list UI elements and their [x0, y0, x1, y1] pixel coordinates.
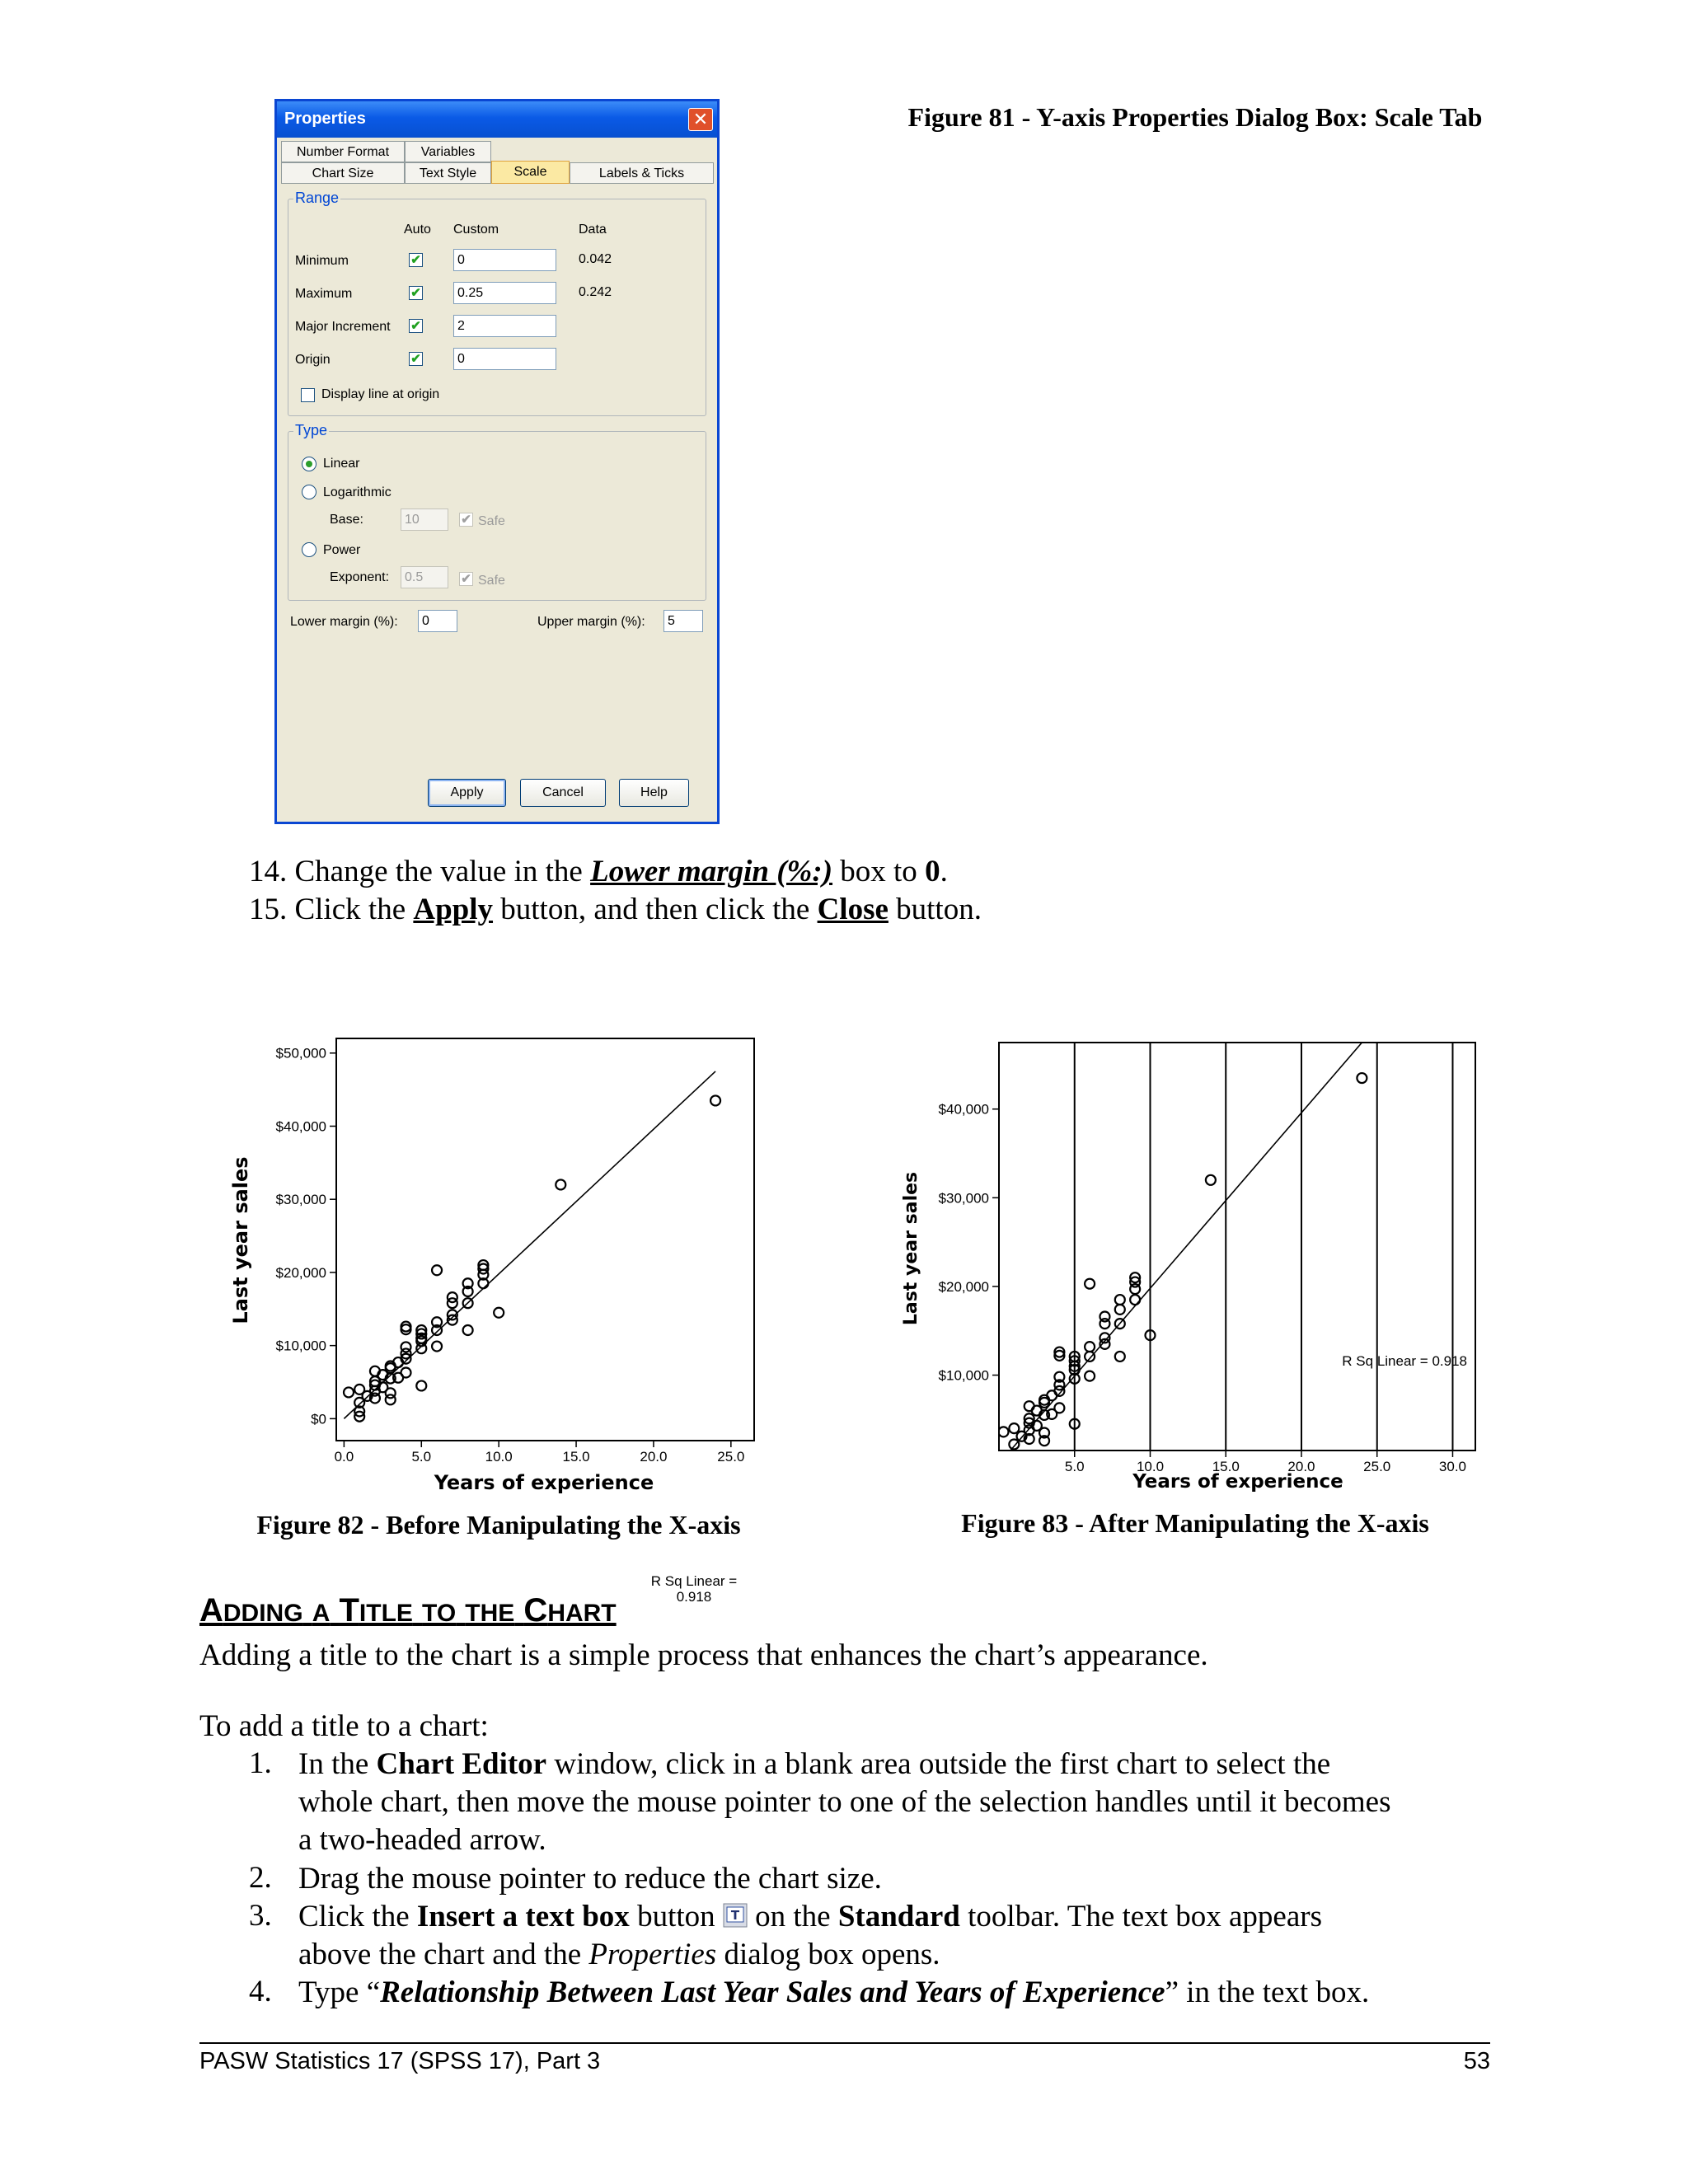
heading-word-adding: ADDING	[199, 1592, 303, 1629]
step-14-text-pre: Change the value in the	[294, 855, 591, 888]
heading-word-the: THE	[465, 1600, 515, 1627]
maximum-label: Maximum	[295, 287, 353, 301]
exponent-label: Exponent:	[330, 570, 390, 584]
major-increment-auto-checkbox[interactable]: ✔	[409, 319, 423, 333]
chart1-y-tick-label: $10,000	[275, 1338, 326, 1354]
step-4	[298, 1974, 1369, 2012]
section-intro: Adding a title to the chart is a simple process that enhances the chart’s appearance.	[199, 1638, 1208, 1672]
step-15-text-pre: Click the	[294, 893, 414, 926]
chart1-x-tick-label: 10.0	[485, 1449, 513, 1465]
maximum-custom-input[interactable]: 0.25	[453, 282, 556, 304]
chart2-y-tick-label: $30,000	[938, 1190, 989, 1207]
step-4-pre: Type “	[298, 1975, 381, 2009]
step-2-number: 2.	[249, 1861, 272, 1895]
exponent-safe-label: Safe	[478, 574, 505, 588]
col-data-label: Data	[579, 223, 607, 237]
chart2-point	[1009, 1456, 1019, 1466]
step-1-line3: a two-headed arrow.	[298, 1823, 546, 1857]
step-15-text-mid: button, and then click the	[493, 893, 818, 926]
chart2-point	[1009, 1450, 1019, 1460]
step-2: Drag the mouse pointer to reduce the chart size.	[298, 1862, 882, 1896]
minimum-label: Minimum	[295, 254, 349, 268]
minimum-data-value: 0.042	[579, 252, 612, 266]
logarithmic-label: Logarithmic	[323, 485, 392, 499]
dialog-title: Properties	[284, 110, 366, 128]
tab-text-style[interactable]: Text Style	[405, 162, 491, 184]
minimum-custom-input[interactable]: 0	[453, 249, 556, 271]
footer-left: PASW Statistics 17 (SPSS 17), Part 3	[199, 2048, 601, 2074]
step-1-pre: In the	[298, 1747, 377, 1781]
chart2-y-axis-label: Last year sales	[901, 1171, 921, 1326]
major-increment-custom-input[interactable]: 2	[453, 315, 556, 337]
figure-83-caption: Figure 83 - After Manipulating the X-axis	[961, 1508, 1429, 1538]
step-1-post: window, click in a blank area outside the first chart to select the	[546, 1747, 1331, 1781]
logarithmic-radio[interactable]	[302, 485, 316, 499]
minimum-auto-checkbox[interactable]: ✔	[409, 253, 423, 267]
chart1-x-tick-label: 5.0	[411, 1449, 432, 1465]
chart2-y-tick-label: $10,000	[938, 1367, 989, 1384]
insert-text-box-icon	[723, 1903, 748, 1928]
chart2-x-axis-label: Years of experience	[1132, 1471, 1343, 1493]
step-1-line2: whole chart, then move the mouse pointer to one of the selection handles until it becomes	[298, 1785, 1391, 1819]
display-line-label: Display line at origin	[321, 387, 440, 401]
chart1-y-axis-label: Last year sales	[229, 1156, 252, 1324]
properties-dialog	[274, 99, 720, 824]
step-4-bolditalic: Relationship Between Last Year Sales and Years of Experience	[380, 1975, 1165, 2009]
chart2-x-tick-label: 20.0	[1287, 1459, 1315, 1474]
figure-81-caption: Figure 81 - Y-axis Properties Dialog Box: Scale Tab	[907, 102, 1483, 132]
chart1-x-axis-label: Years of experience	[434, 1471, 654, 1494]
col-custom-label: Custom	[453, 223, 499, 237]
tab-chart-size[interactable]: Chart Size	[281, 162, 405, 184]
section-heading	[199, 1592, 617, 1629]
step-3-number: 3.	[249, 1899, 272, 1933]
upper-margin-label: Upper margin (%):	[537, 615, 645, 629]
chart1-x-tick-label: 20.0	[640, 1449, 668, 1465]
base-input[interactable]: 10	[401, 509, 448, 531]
step-4-number: 4.	[249, 1975, 272, 2008]
origin-auto-checkbox[interactable]: ✔	[409, 352, 423, 366]
exponent-safe-checkbox[interactable]: ✔	[459, 572, 473, 586]
footer-rule	[199, 2042, 1490, 2044]
range-group-title: Range	[295, 190, 340, 206]
step-1-number: 1.	[249, 1746, 272, 1780]
chart2-x-tick-label: 5.0	[1064, 1459, 1085, 1474]
step-15-close: Close	[817, 893, 889, 926]
chart2-x-tick-label: 10.0	[1136, 1459, 1165, 1474]
footer-page-number: 53	[1463, 2048, 1490, 2074]
step-3-italic: Properties	[588, 1938, 717, 1971]
chart1-plot-frame	[336, 1038, 754, 1441]
type-group	[288, 422, 706, 601]
tab-number-format[interactable]: Number Format	[281, 141, 405, 162]
chart1-x-tick-label: 15.0	[562, 1449, 590, 1465]
chart1-x-tick-label: 0.0	[334, 1449, 354, 1465]
chart1-x-tick-label: 25.0	[717, 1449, 745, 1465]
step-14-field: Lower margin (%:)	[590, 855, 833, 888]
chart2-x-tick-label: 25.0	[1363, 1459, 1391, 1474]
chart1-y-tick-label: $50,000	[275, 1045, 326, 1062]
dialog-titlebar[interactable]	[277, 101, 717, 138]
chart1-annotation-2: 0.918	[676, 1589, 712, 1605]
figure-82-caption: Figure 82 - Before Manipulating the X-axis	[256, 1510, 741, 1540]
base-safe-label: Safe	[478, 514, 505, 528]
base-safe-checkbox[interactable]: ✔	[459, 513, 473, 527]
apply-button[interactable]: Apply	[428, 779, 506, 807]
range-group	[288, 190, 706, 416]
chart2-y-tick-label: $40,000	[938, 1101, 989, 1118]
power-label: Power	[323, 543, 361, 557]
help-button[interactable]: Help	[619, 779, 689, 807]
step-1-bold: Chart Editor	[376, 1747, 547, 1781]
figure-83-chart	[898, 1030, 1492, 1500]
step-15-number: 15.	[249, 893, 288, 926]
chart2-x-tick-label: 15.0	[1212, 1459, 1240, 1474]
chart1-y-tick-label: $30,000	[275, 1192, 326, 1208]
chart1-y-tick-label: $0	[311, 1411, 326, 1427]
tab-labels-ticks[interactable]: Labels & Ticks	[570, 162, 714, 184]
origin-custom-input[interactable]: 0	[453, 348, 556, 370]
chart2-y-tick-label: $20,000	[938, 1278, 989, 1295]
step-15	[249, 891, 982, 929]
step-14	[249, 853, 948, 891]
chart2-plot-frame	[999, 1043, 1475, 1451]
heading-word-to: TO	[422, 1600, 457, 1627]
chart2-axes	[939, 1043, 1475, 1474]
step-3-bold: Insert a text box	[416, 1900, 630, 1933]
maximum-auto-checkbox[interactable]: ✔	[409, 286, 423, 300]
step-3-line2b: dialog box opens.	[716, 1938, 940, 1971]
display-line-checkbox[interactable]	[301, 388, 315, 402]
power-radio[interactable]	[302, 542, 316, 557]
maximum-data-value: 0.242	[579, 285, 612, 299]
step-4-post: ” in the text box.	[1165, 1975, 1370, 2009]
lower-margin-label: Lower margin (%):	[290, 615, 398, 629]
step-15-apply: Apply	[413, 893, 494, 926]
type-group-title: Type	[295, 422, 328, 438]
linear-radio[interactable]	[302, 457, 316, 471]
step-14-value: 0	[925, 855, 940, 888]
lower-margin-input[interactable]: 0	[418, 610, 457, 632]
close-icon[interactable]: ✕	[688, 108, 713, 131]
step-3-post: toolbar. The text box appears	[959, 1900, 1322, 1933]
major-increment-label: Major Increment	[295, 320, 391, 334]
chart1-y-tick-label: $20,000	[275, 1264, 326, 1281]
exponent-input[interactable]: 0.5	[401, 566, 448, 588]
cancel-button[interactable]: Cancel	[520, 779, 606, 807]
step-14-text-post: .	[940, 855, 948, 888]
step-3-mid: button	[629, 1900, 723, 1933]
chart1-annotation-1: R Sq Linear =	[650, 1573, 738, 1589]
svg-text:T: T	[730, 1908, 739, 1923]
chart2-annotation: R Sq Linear = 0.918	[1342, 1353, 1467, 1369]
chart2-x-tick-label: 30.0	[1438, 1459, 1467, 1474]
linear-label: Linear	[323, 457, 360, 471]
step-15-text-post: button.	[888, 893, 982, 926]
step-14-number: 14.	[249, 855, 288, 888]
tab-scale[interactable]: Scale	[491, 161, 570, 184]
chart1-y-tick-label: $40,000	[275, 1118, 326, 1135]
step-3-bold2: Standard	[837, 1900, 960, 1933]
heading-word-a: A	[312, 1600, 331, 1627]
step-3-mid2: on the	[747, 1900, 838, 1933]
heading-word-chart: CHART	[523, 1592, 617, 1629]
step-3-line2a: above the chart and the	[298, 1938, 589, 1971]
base-label: Base:	[330, 513, 363, 527]
step-3-pre: Click the	[298, 1900, 417, 1933]
upper-margin-input[interactable]: 5	[663, 610, 703, 632]
col-auto-label: Auto	[404, 223, 431, 237]
heading-word-title: TITLE	[339, 1592, 413, 1629]
step-14-text-mid: box to	[832, 855, 926, 888]
step-1	[298, 1746, 1390, 1859]
section-lead: To add a title to a chart:	[199, 1709, 489, 1743]
origin-label: Origin	[295, 353, 331, 367]
step-3	[298, 1898, 1322, 1974]
tab-variables[interactable]: Variables	[405, 141, 491, 162]
